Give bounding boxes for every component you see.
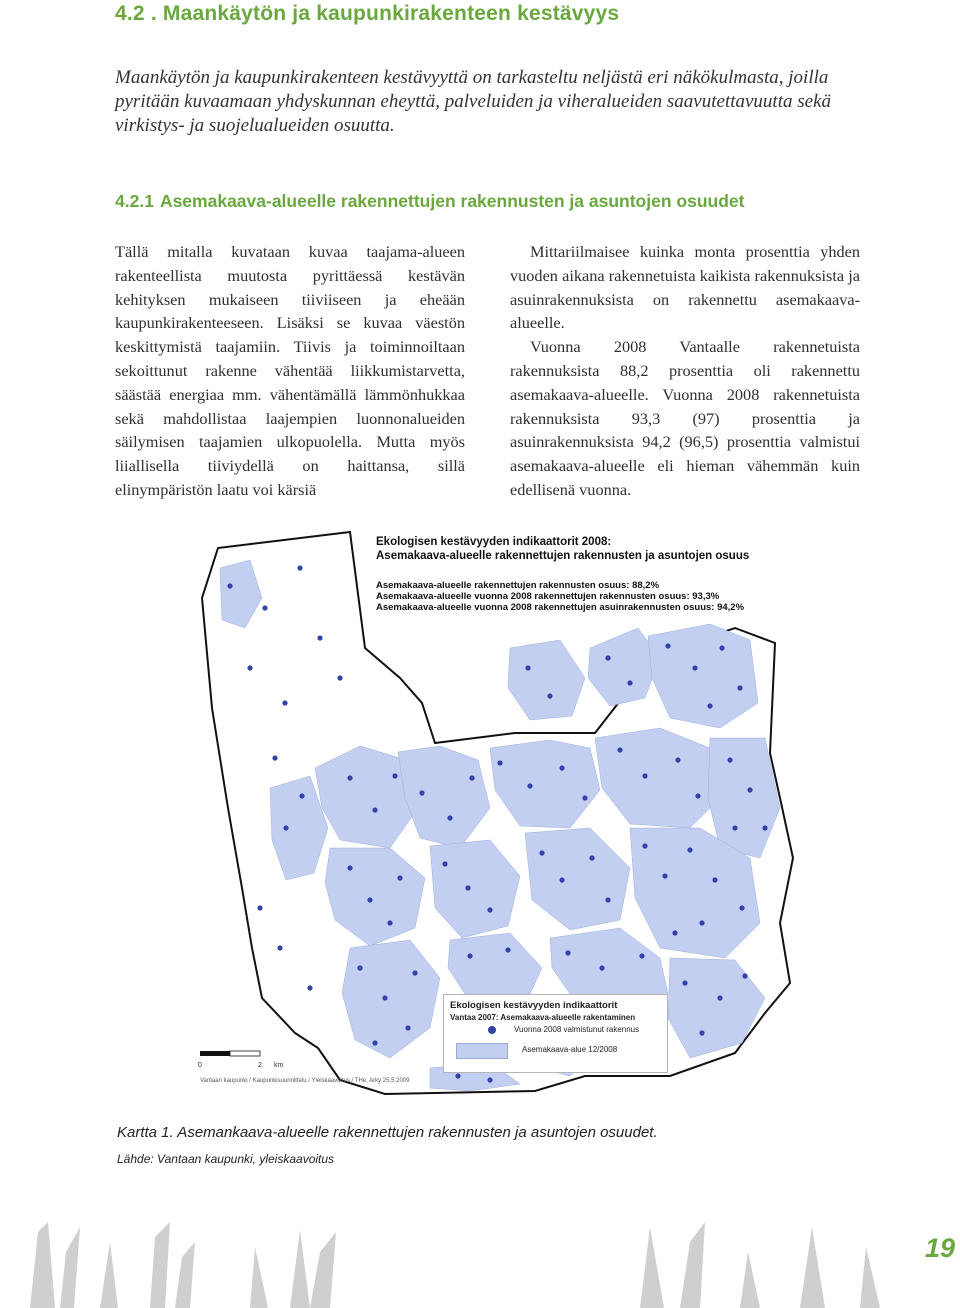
- building-dot: [695, 793, 700, 798]
- building-dot: [455, 1073, 460, 1078]
- legend-title: Ekologisen kestävyyden indikaattorit: [450, 1000, 618, 1011]
- legend-area-symbol: [456, 1043, 508, 1059]
- building-dot: [707, 703, 712, 708]
- building-dot: [257, 905, 262, 910]
- building-dot: [387, 920, 392, 925]
- body-paragraph-right-2: Vuonna 2008 Vantaalle rakennetuista rakennuksista 88,2 prosenttia oli rakennettu asemakaava-alueelle. Vuonna 2008 rakennetuista rakennuksista 93,3 (97) prosenttia ja asuinrakennuksista 94,2 (96,5) prosenttia valmistui asemakaava-alueelle eli hieman vähemmän kuin edellisenä vuonna.: [510, 337, 860, 499]
- building-dot: [272, 755, 277, 760]
- building-dot: [317, 635, 322, 640]
- building-dot: [589, 855, 594, 860]
- map-legend: [443, 994, 668, 1073]
- building-dot: [605, 655, 610, 660]
- building-dot: [599, 965, 604, 970]
- building-dot: [675, 757, 680, 762]
- building-dot: [559, 765, 564, 770]
- figure-caption: Kartta 1. Asemankaava-alueelle rakennettujen rakennusten ja asuntojen osuudet.: [117, 1124, 658, 1141]
- building-dot: [347, 775, 352, 780]
- building-dot: [687, 847, 692, 852]
- scale-unit-label: km: [274, 1062, 284, 1069]
- building-dot: [559, 877, 564, 882]
- body-paragraph-right-1: Mittariilmaisee kuinka monta prosenttia yhden vuoden aikana rakennetuista kaikista rakennuksista ja asuinrakennuksista on rakennettu asemakaava-alueelle.: [510, 242, 860, 333]
- scale-bar: [200, 1051, 260, 1056]
- legend-subtitle: Vantaa 2007: Asemakaava-alueelle rakentaminen: [450, 1013, 636, 1022]
- building-dot: [547, 693, 552, 698]
- building-dot: [465, 885, 470, 890]
- building-dot: [692, 665, 697, 670]
- scale-start-label: 0: [198, 1062, 202, 1069]
- building-dot: [539, 850, 544, 855]
- building-dot: [642, 773, 647, 778]
- building-dot: [299, 793, 304, 798]
- map-figure: [190, 528, 795, 1100]
- map-credit: Vantaan kaupunki / Kaupunkisuunnittelu / Yleiskaavoitus / THe, Arky 25.5.2009: [200, 1078, 410, 1084]
- building-dot: [717, 995, 722, 1000]
- building-dot: [525, 665, 530, 670]
- building-dot: [682, 980, 687, 985]
- building-dot: [727, 757, 732, 762]
- building-dot: [397, 875, 402, 880]
- building-dot: [739, 905, 744, 910]
- building-dot: [282, 700, 287, 705]
- scale-end-label: 2: [258, 1062, 262, 1069]
- building-dot: [665, 643, 670, 648]
- building-dot: [737, 685, 742, 690]
- building-dot: [469, 775, 474, 780]
- building-dot: [347, 865, 352, 870]
- building-dot: [565, 950, 570, 955]
- map-title-line2: Asemakaava-alueelle rakennettujen rakennusten ja asuntojen osuus: [376, 550, 750, 562]
- building-dot: [262, 605, 267, 610]
- building-dot: [639, 953, 644, 958]
- body-paragraph-left: Tällä mitalla kuvataan kuvaa taajama-alueen rakenteellista muutosta pyrittäessä kestävän kehityksen mukaiseen tiiviiseen ja eheään kaupunkirakenteeseen. Lisäksi se kuvaa väestön keskittymistä taajamiin. Tiivis ja toiminnoiltaan sekoittunut rakenne vähentää liikkumistarvetta, säästää energiaa mm. vähentämällä lämmönhukkaa sekä mahdollistaa laajempien luonnonalueiden säilymisen taajamien ulkopuolella. Mutta myös liiallisella tiiviydellä on haittansa, sillä elinympäristön laatu voi kärsiä: [115, 242, 465, 499]
- building-dot: [672, 930, 677, 935]
- building-dot: [642, 843, 647, 848]
- figure-source: Lähde: Vantaan kaupunki, yleiskaavoitus: [117, 1152, 335, 1166]
- building-dot: [307, 985, 312, 990]
- building-dot: [762, 825, 767, 830]
- map-title-line1: Ekologisen kestävyyden indikaattorit 2008:: [376, 536, 612, 548]
- building-dot: [442, 861, 447, 866]
- building-dot: [372, 1040, 377, 1045]
- building-dot: [367, 897, 372, 902]
- footer-tree-decoration: [0, 1222, 960, 1308]
- page-number: 19: [925, 1233, 956, 1263]
- subsection-title: Asemakaava-alueelle rakennettujen rakennusten ja asuntojen osuudet: [159, 191, 745, 211]
- building-dot: [699, 1030, 704, 1035]
- building-dot: [719, 645, 724, 650]
- map-stat-1: Asemakaava-alueelle rakennettujen rakennusten osuus: 88,2%: [376, 580, 660, 591]
- building-dot: [405, 1025, 410, 1030]
- building-dot: [582, 795, 587, 800]
- building-dot: [283, 825, 288, 830]
- building-dot: [712, 877, 717, 882]
- building-dot: [227, 583, 232, 588]
- building-dot: [467, 953, 472, 958]
- intro-paragraph: Maankäytön ja kaupunkirakenteen kestävyyttä on tarkasteltu neljästä eri näkökulmasta, joilla pyritään kuvaamaan yhdyskunnan eheyttä, palveluiden ja viheralueiden saavutettavuutta sekä virkistys- ja suojelualueiden osuutta.: [115, 67, 831, 136]
- legend-dot-label: Vuonna 2008 valmistunut rakennus: [514, 1025, 640, 1034]
- building-dot: [605, 897, 610, 902]
- building-dot: [337, 675, 342, 680]
- building-dot: [297, 565, 302, 570]
- building-dot: [742, 973, 747, 978]
- section-heading: 4.2 . Maankäytön ja kaupunkirakenteen kestävyys: [115, 2, 620, 25]
- map-stat-3: Asemakaava-alueelle vuonna 2008 rakennettujen asuinrakennusten osuus: 94,2%: [376, 602, 745, 613]
- building-dot: [732, 825, 737, 830]
- building-dot: [505, 947, 510, 952]
- legend-area-label: Asemakaava-alue 12/2008: [522, 1045, 618, 1054]
- building-dot: [247, 665, 252, 670]
- building-dot: [487, 1077, 492, 1082]
- building-dot: [372, 807, 377, 812]
- building-dot: [699, 920, 704, 925]
- subsection-heading: [115, 191, 744, 212]
- building-dot: [419, 790, 424, 795]
- legend-dot-symbol: [488, 1026, 496, 1034]
- subsection-number: 4.2.1: [115, 191, 154, 211]
- building-dot: [487, 907, 492, 912]
- zone-area: [508, 640, 585, 720]
- building-dot: [357, 965, 362, 970]
- building-dot: [447, 815, 452, 820]
- building-dot: [497, 760, 502, 765]
- building-dot: [747, 787, 752, 792]
- map-stat-2: Asemakaava-alueelle vuonna 2008 rakennettujen rakennusten osuus: 93,3%: [376, 591, 720, 602]
- building-dot: [627, 680, 632, 685]
- building-dot: [412, 970, 417, 975]
- building-dot: [662, 873, 667, 878]
- body-column-right: [510, 240, 860, 502]
- building-dot: [382, 995, 387, 1000]
- building-dot: [527, 783, 532, 788]
- body-column-left: [115, 240, 465, 502]
- building-dot: [617, 747, 622, 752]
- building-dot: [277, 945, 282, 950]
- building-dot: [392, 773, 397, 778]
